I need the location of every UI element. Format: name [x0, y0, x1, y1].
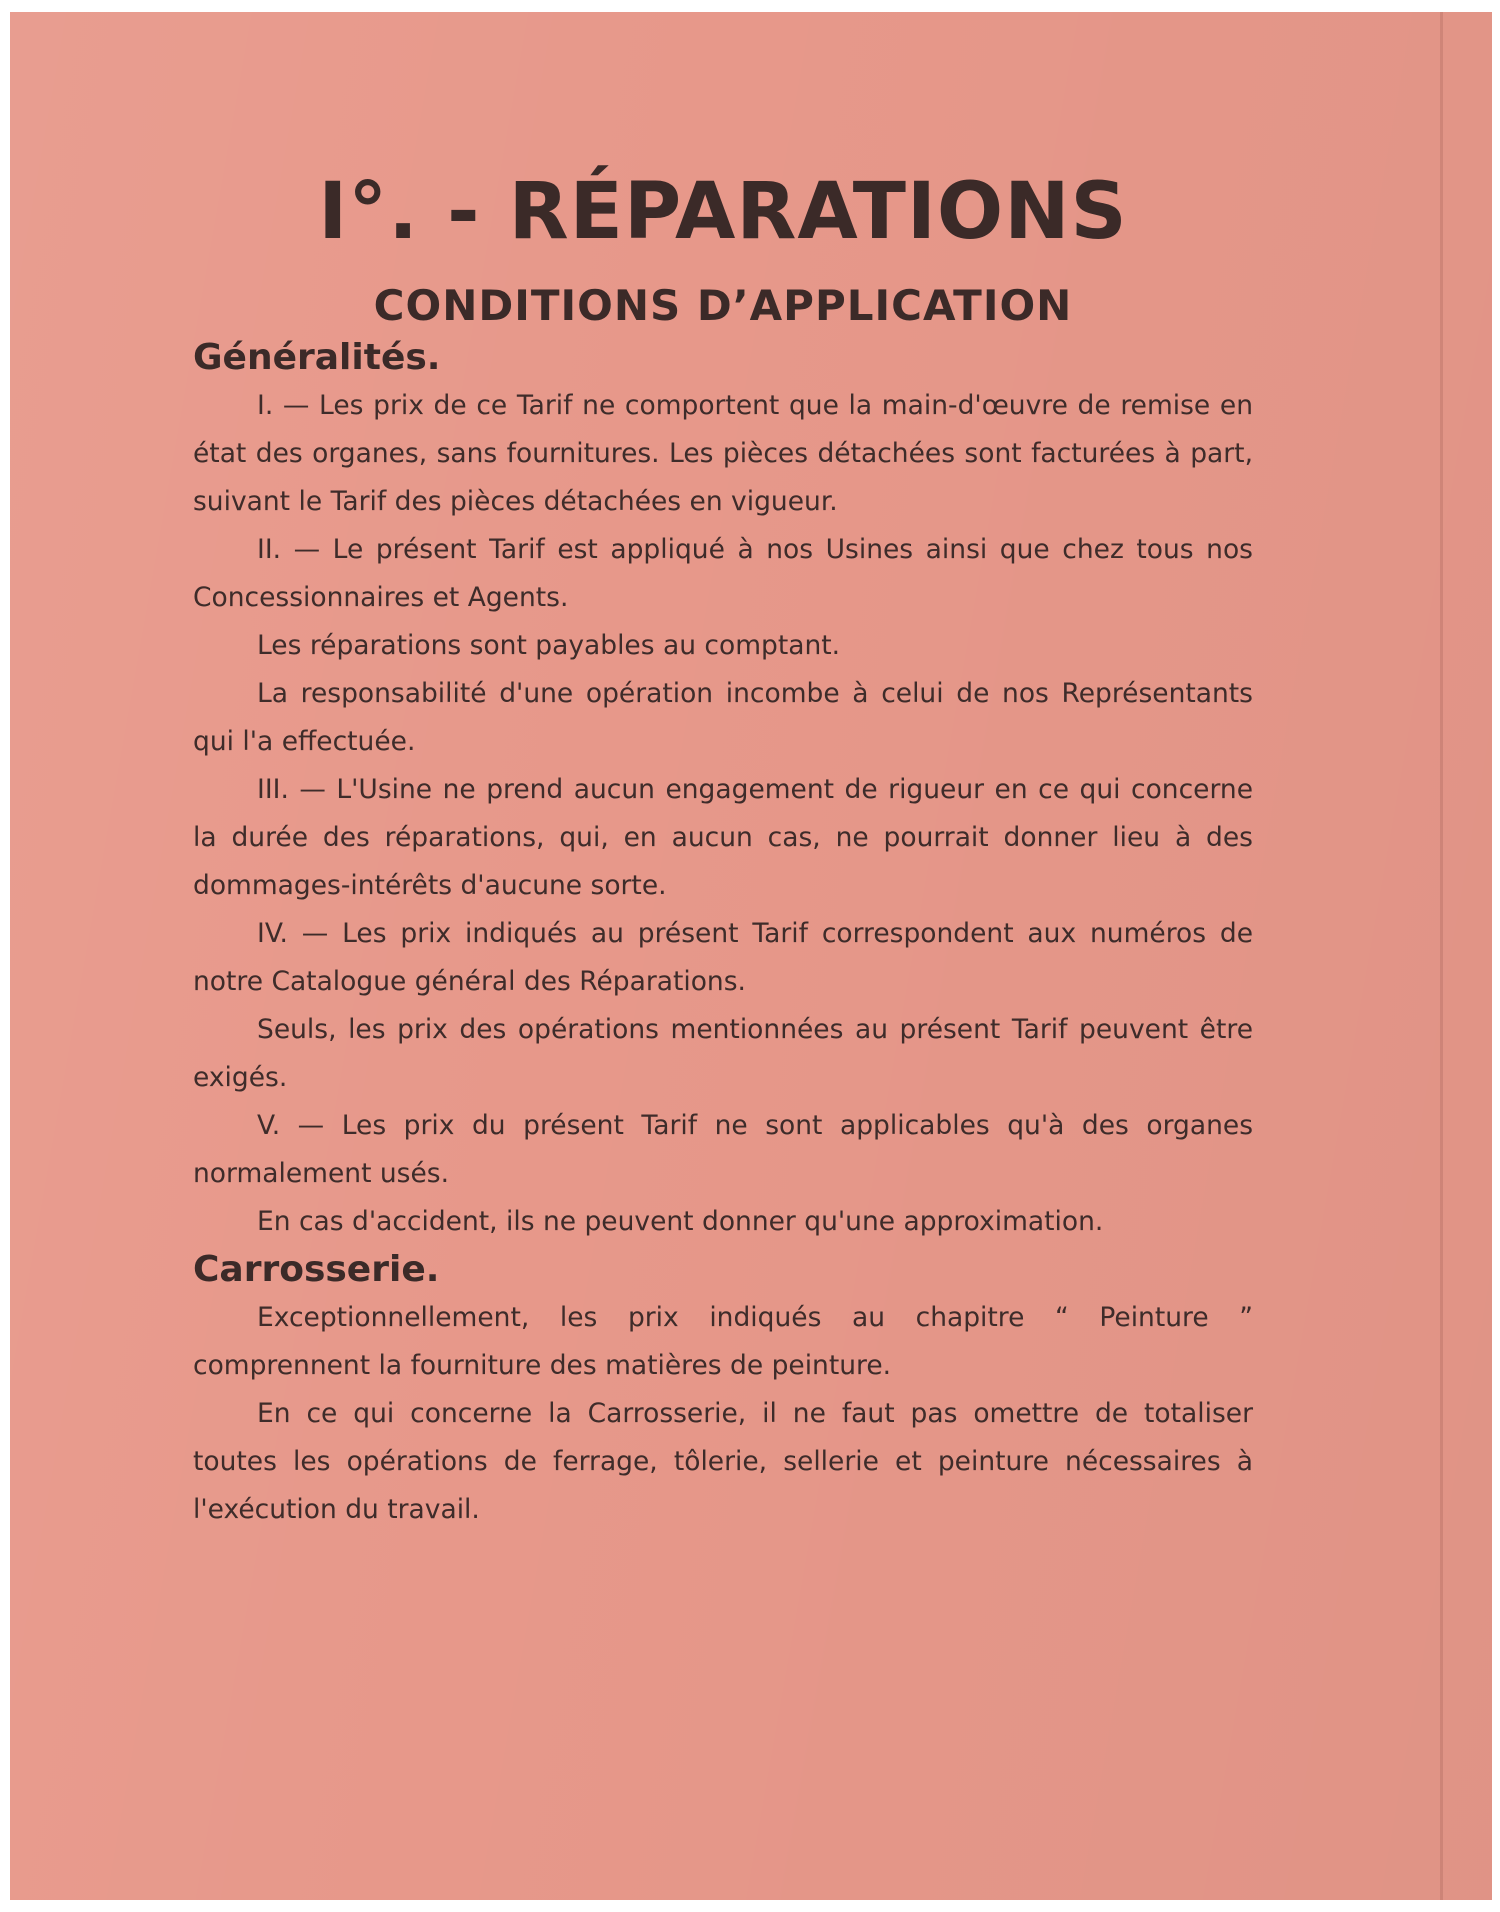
- section-generalites: [193, 334, 1253, 1246]
- paragraph-article-4: IV. — Les prix indiqués au présent Tarif correspondent aux numéros de notre Catalogue général des Réparations.: [193, 918, 1253, 997]
- paragraph-payment: Les réparations sont payables au comptant.: [257, 630, 841, 661]
- paragraph-article-1: I. — Les prix de ce Tarif ne comportent que la main-d'œuvre de remise en état des organes, sans fournitures. Les pièces détachées sont facturées à part, suivant le Tarif des pièces détachées en vigueur.: [193, 390, 1253, 517]
- document-page: [10, 12, 1492, 1900]
- section-heading-carrosserie: Carrosserie.: [193, 1249, 440, 1290]
- paragraph-prices-required: Seuls, les prix des opérations mentionnées au présent Tarif peuvent être exigés.: [193, 1014, 1253, 1093]
- page-content: [193, 162, 1253, 1534]
- page-fold: [1440, 12, 1443, 1900]
- paragraph-peinture: Exceptionnellement, les prix indiqués au chapitre “ Peinture ” comprennent la fourniture des matières de peinture.: [193, 1302, 1253, 1381]
- page-title: I°. - RÉPARATIONS: [318, 167, 1128, 257]
- paragraph-article-3: III. — L'Usine ne prend aucun engagement de rigueur en ce qui concerne la durée des réparations, qui, en aucun cas, ne pourrait donner lieu à des dommages-intérêts d'aucune sorte.: [193, 774, 1253, 901]
- paragraph-accident: En cas d'accident, ils ne peuvent donner qu'une approximation.: [257, 1206, 1104, 1237]
- page-subtitle: CONDITIONS D’APPLICATION: [373, 281, 1073, 330]
- paragraph-article-5: V. — Les prix du présent Tarif ne sont applicables qu'à des organes normalement usés.: [193, 1110, 1253, 1189]
- paragraph-article-2: II. — Le présent Tarif est appliqué à nos Usines ainsi que chez tous nos Concessionnaires et Agents.: [193, 534, 1253, 613]
- paragraph-responsibility: La responsabilité d'une opération incombe à celui de nos Représentants qui l'a effectuée.: [193, 678, 1253, 757]
- section-carrosserie: [193, 1246, 1253, 1534]
- section-heading-generalites: Généralités.: [193, 337, 441, 378]
- paragraph-carrosserie-operations: En ce qui concerne la Carrosserie, il ne faut pas omettre de totaliser toutes les opérations de ferrage, tôlerie, sellerie et peinture nécessaires à l'exécution du travail.: [193, 1398, 1253, 1525]
